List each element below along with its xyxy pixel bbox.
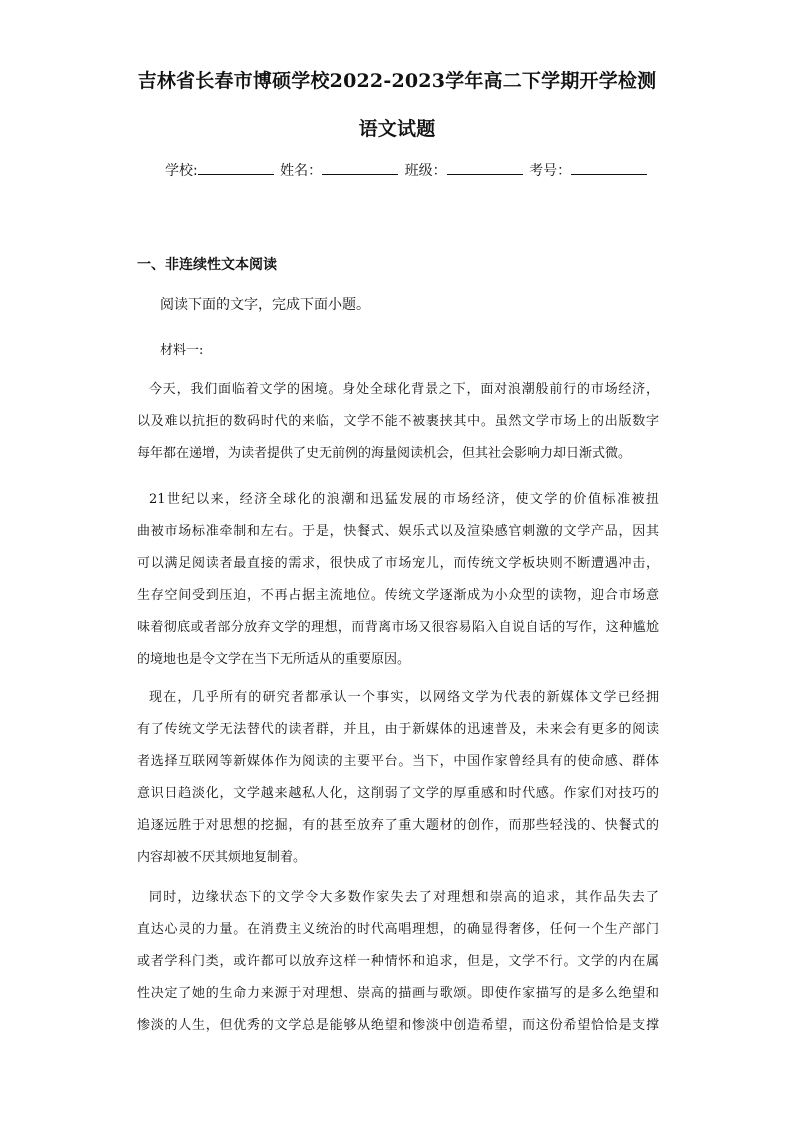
class-label: 班级：	[404, 163, 447, 179]
text-line: 生存空间受到压迫，不再占据主流地位。传统文学逐渐成为小众型的读物，迎合市场意	[137, 588, 659, 603]
text-line: 追逐远胜于对思想的挖掘，有的甚至放弃了重大题材的创作，而那些轻浅的、快餐式的	[137, 818, 659, 833]
text-line: 内容却被不厌其烦地复制着。	[137, 850, 307, 865]
text-line: 每年都在递增，为读者提供了史无前例的海量阅读机会，但其社会影响力却日渐式微。	[137, 446, 632, 461]
text-line: 21世纪以来，经济全球化的浪潮和迅猛发展的市场经济，使文学的价值标准被扭	[149, 492, 659, 507]
text-line: 性决定了她的生命力来源于对理想、崇高的描画与歌颂。即使作家描写的是多么绝望和	[137, 986, 659, 1001]
class-blank[interactable]	[447, 160, 523, 175]
reading-instruction: 阅读下面的文字，完成下面小题。	[160, 297, 370, 313]
text-line: 可以满足阅读者最直接的需求，很快成了市场宠儿，而传统文学板块则不断遭遇冲击，	[137, 556, 659, 571]
text-line: 惨淡的人生，但优秀的文学总是能够从绝望和惨淡中创造希望，而这份希望恰恰是支撑	[137, 1018, 659, 1033]
name-blank[interactable]	[322, 160, 398, 175]
text-line: 的境地也是令文学在当下无所适从的重要原因。	[137, 652, 411, 667]
text-line: 现在，几乎所有的研究者都承认一个事实，以网络文学为代表的新媒体文学已经拥	[149, 690, 659, 705]
school-label: 学校:	[165, 163, 198, 179]
text-line: 直达心灵的力量。在消费主义统治的时代高唱理想，的确显得奢侈，任何一个生产部门	[137, 922, 659, 937]
exam-number-blank[interactable]	[571, 160, 647, 175]
paragraph-1	[137, 374, 659, 470]
name-label: 姓名：	[280, 163, 323, 179]
text-line: 味着彻底或者部分放弃文学的理想，而背离市场又很容易陷入自说自话的写作，这种尴尬	[137, 620, 659, 635]
school-blank[interactable]	[198, 160, 274, 175]
exam-number-label: 考号：	[529, 163, 572, 179]
text-line: 或者学科门类，或许都可以放弃这样一种情怀和追求，但是，文学不行。文学的内在属	[137, 954, 659, 969]
text-line: 以及难以抗拒的数码时代的来临，文学不能不被裹挟其中。虽然文学市场上的出版数字	[137, 414, 659, 429]
paragraph-4	[137, 882, 659, 1042]
section-heading: 一、非连续性文本阅读	[137, 257, 277, 273]
paragraph-2	[137, 484, 659, 676]
text-line: 者选择互联网等新媒体作为阅读的主要平台。当下，中国作家曾经具有的使命感、群体	[137, 754, 659, 769]
text-line: 同时，边缘状态下的文学令大多数作家失去了对理想和崇高的追求，其作品失去了	[149, 890, 659, 905]
exam-subtitle: 语文试题	[358, 118, 436, 140]
text-line: 今天，我们面临着文学的困境。身处全球化背景之下，面对浪潮般前行的市场经济，	[149, 382, 659, 397]
student-info-fields	[165, 160, 649, 180]
exam-title: 吉林省长春市博硕学校2022-2023学年高二下学期开学检测	[137, 70, 657, 92]
material-label: 材料一:	[160, 343, 204, 358]
paragraph-3	[137, 682, 659, 874]
text-line: 有了传统文学无法替代的读者群，并且，由于新媒体的迅速普及，未来会有更多的阅读	[137, 722, 659, 737]
text-line: 曲被市场标准牵制和左右。于是，快餐式、娱乐式以及渲染感官刺激的文学产品，因其	[137, 524, 659, 539]
text-line: 意识日趋淡化，文学越来越私人化，这削弱了文学的厚重感和时代感。作家们对技巧的	[137, 786, 659, 801]
